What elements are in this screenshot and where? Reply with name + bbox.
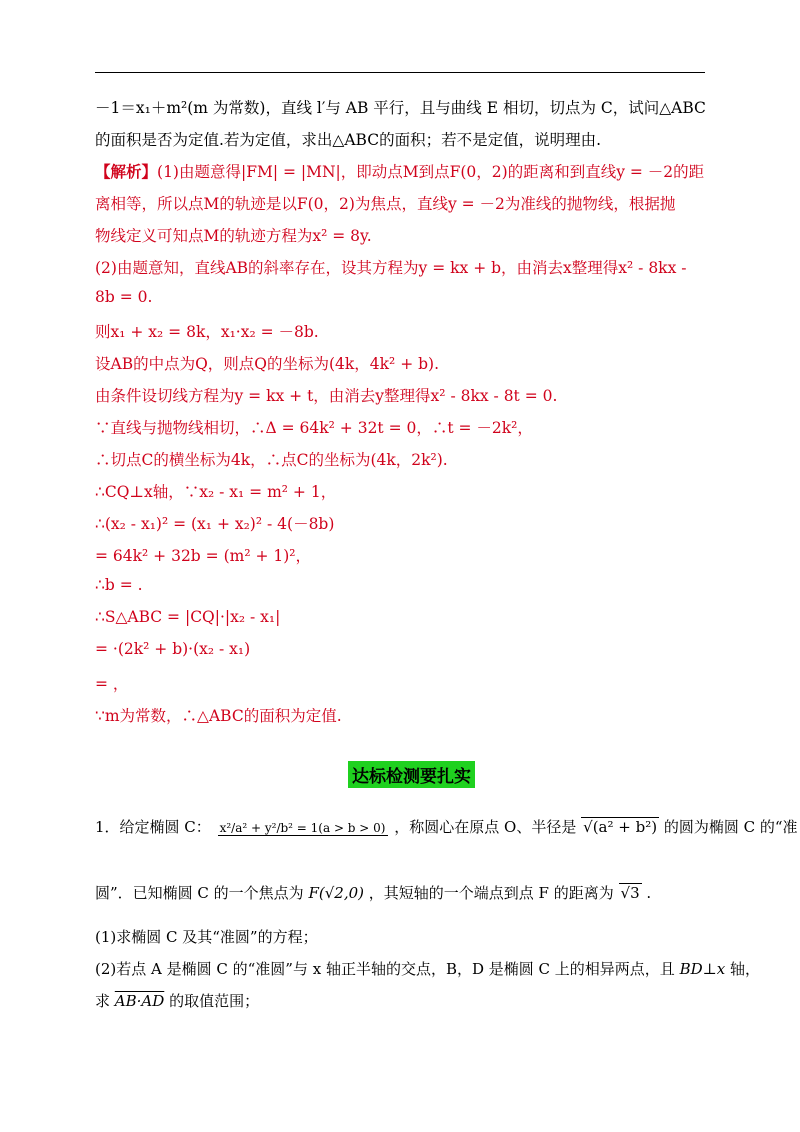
solution-line-9: ∵直线与抛物线相切，∴Δ = 64k² + 32t = 0，∴t = －2k²， <box>95 419 533 437</box>
solution-line-16: = ·(2k² + b)·(x₂ - x₁) <box>95 640 251 658</box>
solution-line-18: ∵m为常数，∴△ABC的面积为定值. <box>95 707 342 725</box>
solution-line-10: ∴切点C的横坐标为4k，∴点C的坐标为(4k，2k²). <box>95 451 448 469</box>
problem-tail-line-1: －1＝x₁＋m²(m 为常数)，直线 l′与 AB 平行，且与曲线 E 相切，切点为 C，试问△ABC <box>95 99 706 117</box>
solution-line-4: (2)由题意知，直线AB的斜率存在，设其方程为y = kx + b，由消去x整理得x² - 8kx - <box>95 259 687 277</box>
exercise-q1-line-2: 圆”．已知椭圆 C 的一个焦点为 F(√2,0) ，其短轴的一个端点到点 F 的距离为 √3 . <box>95 884 652 902</box>
solution-line-7: 设AB的中点为Q，则点Q的坐标为(4k，4k² + b). <box>95 355 440 373</box>
radius-expression: √(a² + b²) <box>583 818 658 836</box>
solution-line-11: ∴CQ⊥x轴，∵x₂ - x₁ = m² + 1， <box>95 483 337 501</box>
solution-line-5: 8b = 0. <box>95 288 153 306</box>
section-heading: 达标检测要扎实 <box>348 761 475 788</box>
solution-line-14: ∴b = . <box>95 576 143 594</box>
ellipse-equation: x²/a² + y²/b² = 1(a > b > 0) <box>219 820 386 835</box>
exercise-sub-2-line-1: (2)若点 A 是椭圆 C 的“准圆”与 x 轴正半轴的交点，B，D 是椭圆 C 上的相异两点，且 BD⊥x 轴， <box>95 960 760 978</box>
solution-line-3: 物线定义可知点M的轨迹方程为x² = 8y. <box>95 227 372 245</box>
solution-line-12: ∴(x₂ - x₁)² = (x₁ + x₂)² - 4(－8b) <box>95 515 335 533</box>
vector-dot-product: AB·AD <box>114 992 165 1010</box>
solution-line-8: 由条件设切线方程为y = kx + t，由消去y整理得x² - 8kx - 8t = 0. <box>95 387 558 405</box>
exercise-q1-line-1: 1．给定椭圆 C： x²/a² + y²/b² = 1(a > b > 0) ，称圆心在原点 O、半径是 √(a² + b²) 的圆为椭圆 C 的“准 <box>95 818 798 836</box>
focus-point: F(√2,0) <box>308 884 364 902</box>
distance-value: √3 <box>620 884 640 902</box>
solution-line-15: ∴S△ABC = |CQ|·|x₂ - x₁| <box>95 608 281 626</box>
solution-label: 【解析】 <box>95 162 158 181</box>
header-rule <box>95 72 705 73</box>
solution-line-1: 【解析】(1)由题意得|FM| = |MN|，即动点M到点F(0，2)的距离和到直线y = －2的距 <box>95 162 705 181</box>
solution-line-13: = 64k² + 32b = (m² + 1)²， <box>95 547 311 565</box>
exercise-sub-2-line-2: 求 AB·AD 的取值范围； <box>95 992 260 1010</box>
solution-line-6: 则x₁ + x₂ = 8k，x₁·x₂ = －8b. <box>95 323 319 341</box>
problem-tail-line-2: 的面积是否为定值.若为定值，求出△ABC的面积；若不是定值，说明理由. <box>95 131 602 149</box>
solution-line-2: 离相等，所以点M的轨迹是以F(0，2)为焦点，直线y = －2为准线的抛物线，根据抛 <box>95 195 676 213</box>
perpendicular-condition: BD⊥x <box>679 960 726 978</box>
solution-line-17: = ， <box>95 675 129 693</box>
exercise-sub-1: (1)求椭圆 C 及其“准圆”的方程； <box>95 928 318 946</box>
